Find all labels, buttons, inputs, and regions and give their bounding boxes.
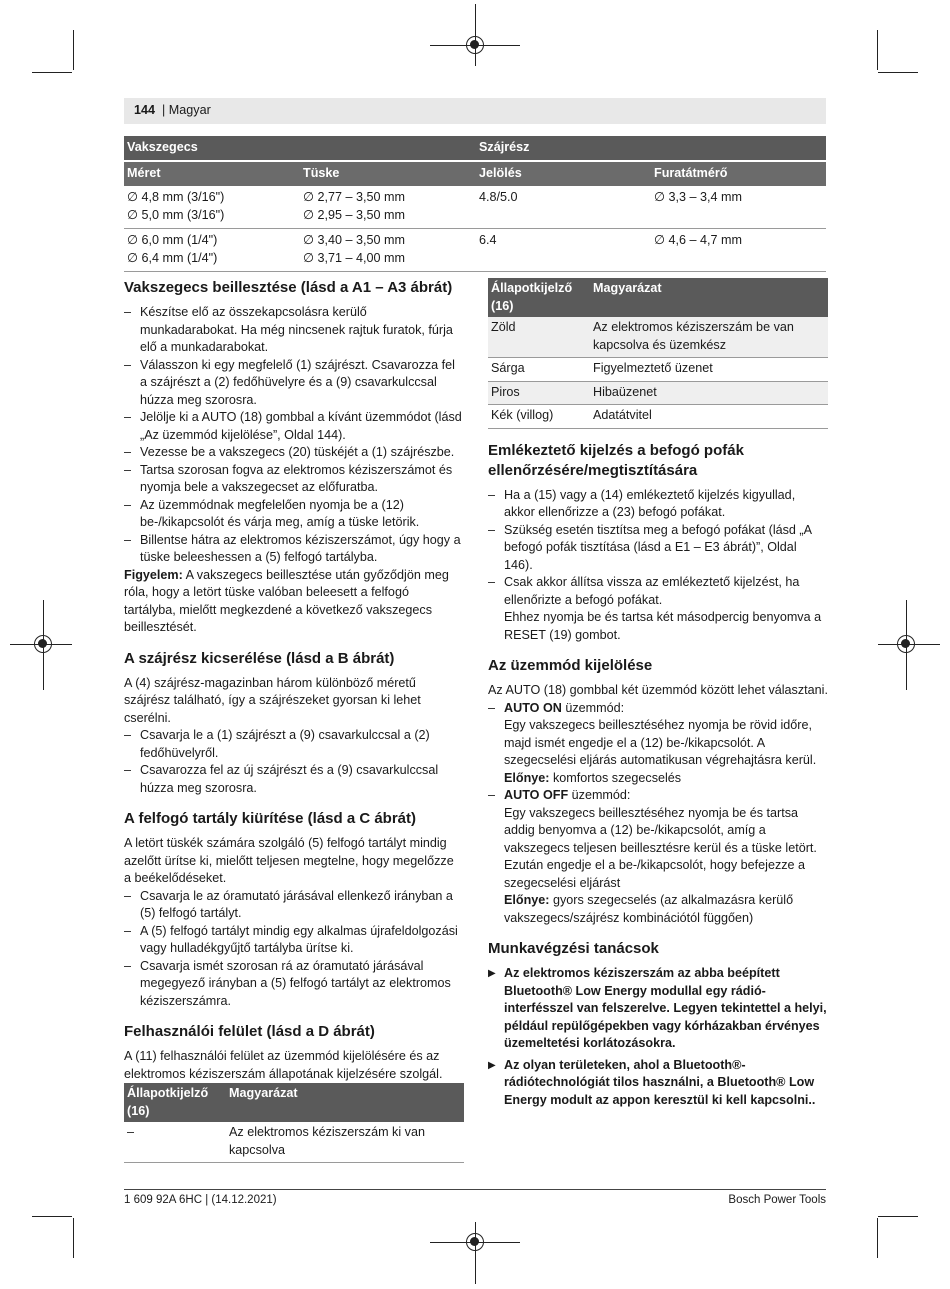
list-item: – Tartsa szorosan fogva az elektromos kéziszerszámot és nyomja bele a vakszegecset az előfuratba. (124, 462, 464, 497)
warning-item: ▶ Az olyan területeken, ahol a Bluetooth®-rádiótechnológiát tilos használni, a Bluetooth® Low Energy modult az appon keresztül ki kell kapcsolni.. (488, 1057, 828, 1110)
paragraph: A letört tüskék számára szolgáló (5) felfogó tartályt mindig azelőtt ürítse ki, mielőtt teljesen megtelne, hogy megelőzze a beékelődéseket. (124, 836, 454, 885)
section-title: Vakszegecs beillesztése (lásd a A1 – A3 ábrát) (124, 279, 453, 296)
list-item: – Ha a (15) vagy a (14) emlékeztető kijelzés kigyullad, akkor ellenőrizze a (23) befogó pofákat. (488, 487, 828, 522)
paragraph: A (11) felhasználói felület az üzemmód kijelölésére és az elektromos kéziszerszám állapotának kijelzésére szolgál. (124, 1049, 443, 1081)
registration-mark-icon (466, 36, 484, 54)
warning-item: ▶ Az elektromos kéziszerszám az abba beépített Bluetooth® Low Energy modullal egy rádió-interfésszel van felszerelve. Legyen tekintettel a helyi, például repülőgépekben vagy kórházakban érvényes üzemeltetési korlátozásokra. (488, 965, 828, 1053)
page-language: | Magyar (162, 103, 211, 117)
table-column-header: Magyarázat (590, 278, 828, 317)
table-row: – Az elektromos kéziszerszám ki van kapcsolva (124, 1122, 464, 1163)
note-paragraph: Figyelem: A vakszegecs beillesztése után győződjön meg róla, hogy a letört tüske valóban beleesett a felfogó tartályba, mielőtt megkezdené a következő vakszegecs beillesztését. (124, 567, 449, 634)
footer-doc-number: 1 609 92A 6HC | (14.12.2021) (124, 1194, 277, 1206)
section-title: Munkavégzési tanácsok (488, 940, 659, 957)
mode-advantage: Előnye: gyors szegecselés (az alkalmazásra kerülő vakszegecs/szájrész kombinációtól függően) (504, 893, 794, 925)
mode-description: Egy vakszegecs beillesztéséhez nyomja be és tartsa addig benyomva a (12) be-/kikapcsolót, amíg a vakszegecs teljesen beillesztésre kerül és a tüske letört. Ezután engedje el a be-/kikapcsolót, hogy befejezze a szegecselési eljárást (504, 805, 817, 890)
paragraph: Az AUTO (18) gombbal két üzemmód között lehet választani. (488, 683, 828, 697)
table-column-header: Furatátmérő (651, 161, 826, 186)
list-item: – Csak akkor állítsa vissza az emlékeztető kijelzést, ha ellenőrizte a befogó pofákat. (488, 574, 828, 609)
section-title: A szájrész kicserélése (lásd a B ábrát) (124, 649, 395, 667)
table-row: ∅ 4,8 mm (3/16") ∅ 5,0 mm (3/16") ∅ 2,77 – 3,50 mm ∅ 2,95 – 3,50 mm 4.8/5.0 ∅ 3,3 – 3,4 mm (124, 186, 826, 229)
list-item: – Szükség esetén tisztítsa meg a befogó pofákat (lásd „A befogó pofák tisztítása (lásd a E1 – E3 ábrát)”, Oldal 146). (488, 522, 828, 575)
list-item: – Csavarja le a (1) szájrészt a (9) csavarkulccsal a (2) fedőhüvelyről. (124, 727, 464, 762)
crop-mark (878, 72, 918, 73)
registration-mark-icon (897, 635, 915, 653)
mode-description: Egy vakszegecs beillesztéséhez nyomja be rövid időre, majd ismét engedje el a (12) be-/kikapcsolót. A szegecselési eljárás automatikusan végrehajtásra kerül. (504, 718, 817, 767)
table-column-header: Állapotkijelző (16) (488, 278, 590, 317)
table-column-header: Magyarázat (226, 1083, 464, 1122)
section-title: Emlékeztető kijelzés a befogó pofák ellenőrzésére/megtisztítására (488, 441, 744, 479)
list-item: – AUTO OFF üzemmód: (488, 787, 828, 805)
table-row: Sárga Figyelmeztető üzenet (488, 358, 828, 382)
table-row: ∅ 6,0 mm (1/4") ∅ 6,4 mm (1/4") ∅ 3,40 – 3,50 mm ∅ 3,71 – 4,00 mm 6.4 ∅ 4,6 – 4,7 mm (124, 229, 826, 272)
list-item: – AUTO ON üzemmód: (488, 700, 828, 718)
crop-mark (73, 1218, 74, 1258)
crop-mark (877, 1218, 878, 1258)
crop-mark (877, 30, 878, 70)
table-group-header: Szájrész (476, 136, 826, 161)
table-row: Piros Hibaüzenet (488, 381, 828, 405)
footer-brand: Bosch Power Tools (728, 1194, 826, 1206)
section-title: A felfogó tartály kiürítése (lásd a C ábrát) (124, 810, 417, 827)
paragraph: A (4) szájrész-magazinban három különböző méretű szájrész található, így a szájrészeket gyorsan ki lehet cserélni. (124, 675, 421, 725)
table-group-header: Vakszegecs (124, 136, 476, 161)
page-number: 144 (134, 103, 156, 117)
table-row: Zöld Az elektromos kéziszerszám be van kapcsolva és üzemkész (488, 317, 828, 358)
table-row: Kék (villog) Adatátvitel (488, 405, 828, 429)
page-header (124, 98, 826, 124)
section-title: Felhasználói felület (lásd a D ábrát) (124, 1023, 375, 1040)
section-title: Az üzemmód kijelölése (488, 657, 653, 674)
registration-line (475, 4, 476, 66)
mode-advantage: Előnye: komfortos szegecselés (504, 770, 682, 785)
rivet-size-table (124, 136, 826, 272)
left-column (124, 278, 464, 1163)
list-item: – Csavarja ismét szorosan rá az óramutató járásával megegyező irányban a (5) felfogó tartályt az elektromos kéziszerszámra. (124, 958, 464, 1011)
footer-divider (124, 1189, 826, 1190)
list-item: – Válasszon ki egy megfelelő (1) szájrészt. Csavarozza fel a szájrészt a (2) fedőhüvelyre és a (9) csavarkulccsal húzza meg szorosra. (124, 357, 464, 410)
status-indicator-table (124, 1083, 464, 1163)
crop-mark (32, 72, 72, 73)
table-column-header: Méret (124, 161, 300, 186)
table-column-header: Jelölés (476, 161, 651, 186)
right-column (488, 278, 828, 1109)
table-column-header: Tüske (300, 161, 476, 186)
list-item: – Csavarozza fel az új szájrészt és a (9) csavarkulccsal húzza meg szorosra. (124, 762, 464, 797)
list-item-continuation: Ehhez nyomja be és tartsa két másodpercig benyomva a RESET (19) gombot. (504, 610, 822, 642)
list-item: – Jelölje ki a AUTO (18) gombbal a kívánt üzemmódot (lásd „Az üzemmód kijelölése”, Oldal 144). (124, 409, 464, 444)
crop-mark (878, 1216, 918, 1217)
list-item: – Billentse hátra az elektromos kéziszerszámot, úgy hogy a tüske beleeshessen a (5) felfogó tartályba. (124, 532, 464, 567)
registration-line (475, 1222, 476, 1284)
table-column-header: Állapotkijelző (16) (124, 1083, 226, 1122)
registration-mark-icon (34, 635, 52, 653)
list-item: – Készítse elő az összekapcsolásra kerülő munkadarabokat. Ha még nincsenek rajtuk furatok, fúrja elő a munkadarabokat. (124, 304, 464, 357)
registration-mark-icon (466, 1233, 484, 1251)
list-item: – Az üzemmódnak megfelelően nyomja be a (12) be-/kikapcsolót és várja meg, amíg a tüske letörik. (124, 497, 464, 532)
list-item: – A (5) felfogó tartályt mindig egy alkalmas újrafeldolgozási vagy hulladékgyűjtő tartályba ürítse ki. (124, 923, 464, 958)
status-indicator-table (488, 278, 828, 429)
crop-mark (73, 30, 74, 70)
list-item: – Vezesse be a vakszegecs (20) tüskéjét a (1) szájrészbe. (124, 444, 464, 462)
list-item: – Csavarja le az óramutató járásával ellenkező irányban a (5) felfogó tartályt. (124, 888, 464, 923)
crop-mark (32, 1216, 72, 1217)
